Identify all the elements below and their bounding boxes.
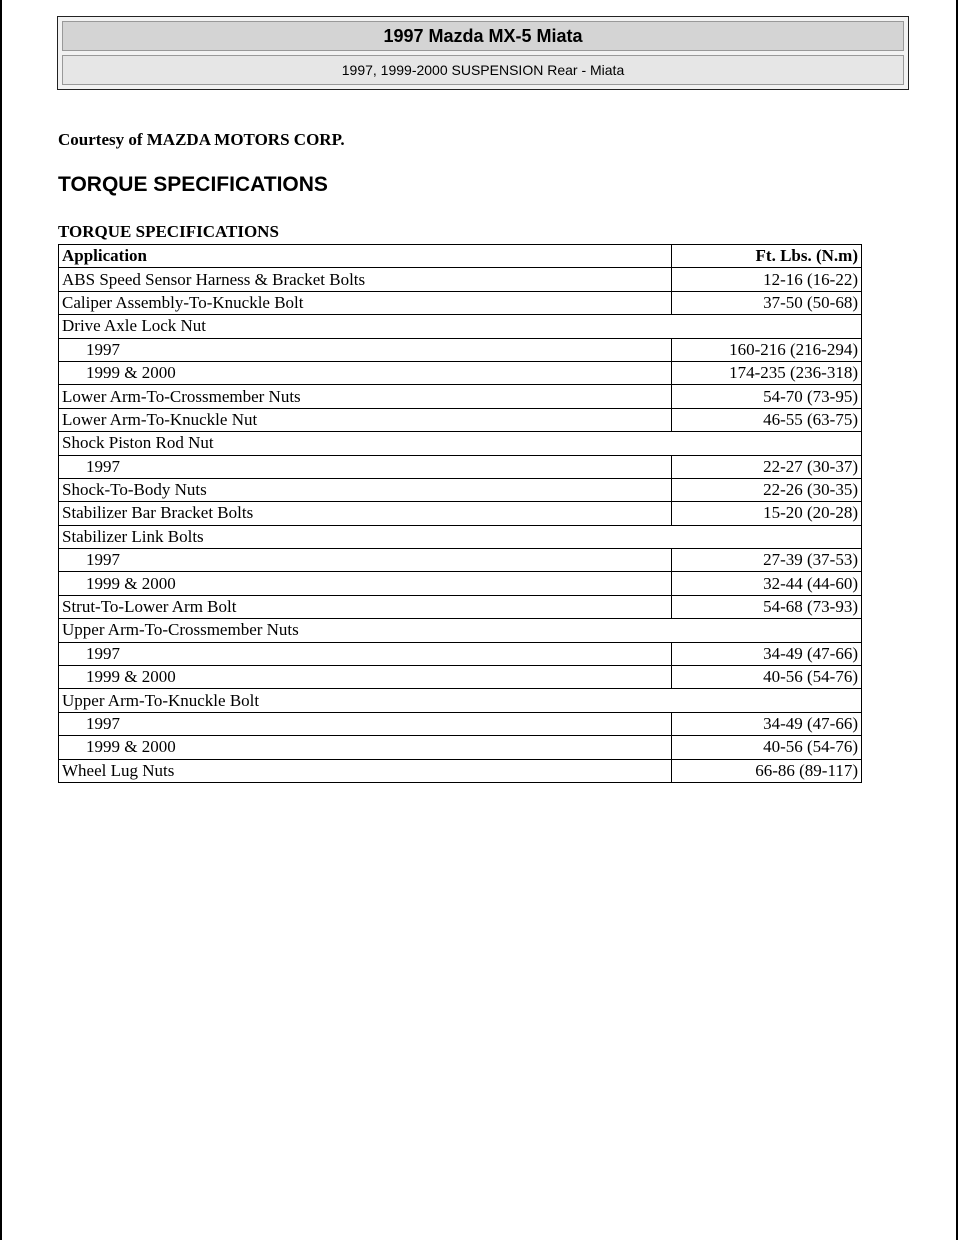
application-cell: 1999 & 2000 — [59, 736, 672, 759]
table-title: TORQUE SPECIFICATIONS — [58, 222, 279, 241]
torque-value-cell: 34-49 (47-66) — [672, 642, 862, 665]
torque-value-cell: 15-20 (20-28) — [672, 502, 862, 525]
torque-value-cell: 46-55 (63-75) — [672, 408, 862, 431]
table-header-row — [59, 245, 862, 268]
table-row — [59, 478, 862, 501]
table-row — [59, 361, 862, 384]
application-cell: 1997 — [59, 642, 672, 665]
table-row — [59, 619, 862, 642]
application-cell: Stabilizer Link Bolts — [59, 525, 862, 548]
table-row — [59, 432, 862, 455]
table-row — [59, 268, 862, 291]
table-row — [59, 408, 862, 431]
document-header — [57, 16, 909, 90]
application-cell: Shock-To-Body Nuts — [59, 478, 672, 501]
torque-value-cell: 34-49 (47-66) — [672, 712, 862, 735]
torque-value-cell: 40-56 (54-76) — [672, 736, 862, 759]
column-header-application: Application — [59, 245, 672, 268]
table-row — [59, 455, 862, 478]
application-cell: 1999 & 2000 — [59, 666, 672, 689]
courtesy-caption: Courtesy of MAZDA MOTORS CORP. — [58, 130, 345, 149]
application-cell: Wheel Lug Nuts — [59, 759, 672, 782]
table-row — [59, 689, 862, 712]
application-cell: 1997 — [59, 549, 672, 572]
application-cell: 1997 — [59, 455, 672, 478]
application-cell: Caliper Assembly-To-Knuckle Bolt — [59, 291, 672, 314]
application-cell: 1997 — [59, 712, 672, 735]
table-row — [59, 549, 862, 572]
application-cell: Shock Piston Rod Nut — [59, 432, 862, 455]
torque-value-cell: 54-68 (73-93) — [672, 595, 862, 618]
application-cell: Stabilizer Bar Bracket Bolts — [59, 502, 672, 525]
application-cell: 1997 — [59, 338, 672, 361]
torque-spec-table — [58, 244, 862, 783]
torque-value-cell: 32-44 (44-60) — [672, 572, 862, 595]
torque-value-cell: 160-216 (216-294) — [672, 338, 862, 361]
table-row — [59, 291, 862, 314]
torque-value-cell: 37-50 (50-68) — [672, 291, 862, 314]
table-row — [59, 572, 862, 595]
application-cell: 1999 & 2000 — [59, 572, 672, 595]
application-cell: 1999 & 2000 — [59, 361, 672, 384]
table-row — [59, 666, 862, 689]
application-cell: Upper Arm-To-Knuckle Bolt — [59, 689, 862, 712]
header-subtitle: 1997, 1999-2000 SUSPENSION Rear - Miata — [62, 55, 904, 85]
table-body — [59, 268, 862, 783]
column-header-value: Ft. Lbs. (N.m) — [672, 245, 862, 268]
application-cell: ABS Speed Sensor Harness & Bracket Bolts — [59, 268, 672, 291]
table-row — [59, 736, 862, 759]
table-row — [59, 595, 862, 618]
torque-value-cell: 27-39 (37-53) — [672, 549, 862, 572]
table-row — [59, 502, 862, 525]
table-row — [59, 759, 862, 782]
torque-value-cell: 22-27 (30-37) — [672, 455, 862, 478]
table-row — [59, 338, 862, 361]
section-heading: TORQUE SPECIFICATIONS — [58, 173, 328, 196]
torque-value-cell: 22-26 (30-35) — [672, 478, 862, 501]
header-title: 1997 Mazda MX-5 Miata — [62, 21, 904, 51]
application-cell: Lower Arm-To-Knuckle Nut — [59, 408, 672, 431]
torque-value-cell: 66-86 (89-117) — [672, 759, 862, 782]
torque-value-cell: 12-16 (16-22) — [672, 268, 862, 291]
application-cell: Drive Axle Lock Nut — [59, 315, 862, 338]
application-cell: Upper Arm-To-Crossmember Nuts — [59, 619, 862, 642]
table-row — [59, 525, 862, 548]
torque-value-cell: 40-56 (54-76) — [672, 666, 862, 689]
table-row — [59, 712, 862, 735]
torque-value-cell: 54-70 (73-95) — [672, 385, 862, 408]
table-row — [59, 385, 862, 408]
table-row — [59, 642, 862, 665]
application-cell: Strut-To-Lower Arm Bolt — [59, 595, 672, 618]
table-row — [59, 315, 862, 338]
torque-value-cell: 174-235 (236-318) — [672, 361, 862, 384]
application-cell: Lower Arm-To-Crossmember Nuts — [59, 385, 672, 408]
